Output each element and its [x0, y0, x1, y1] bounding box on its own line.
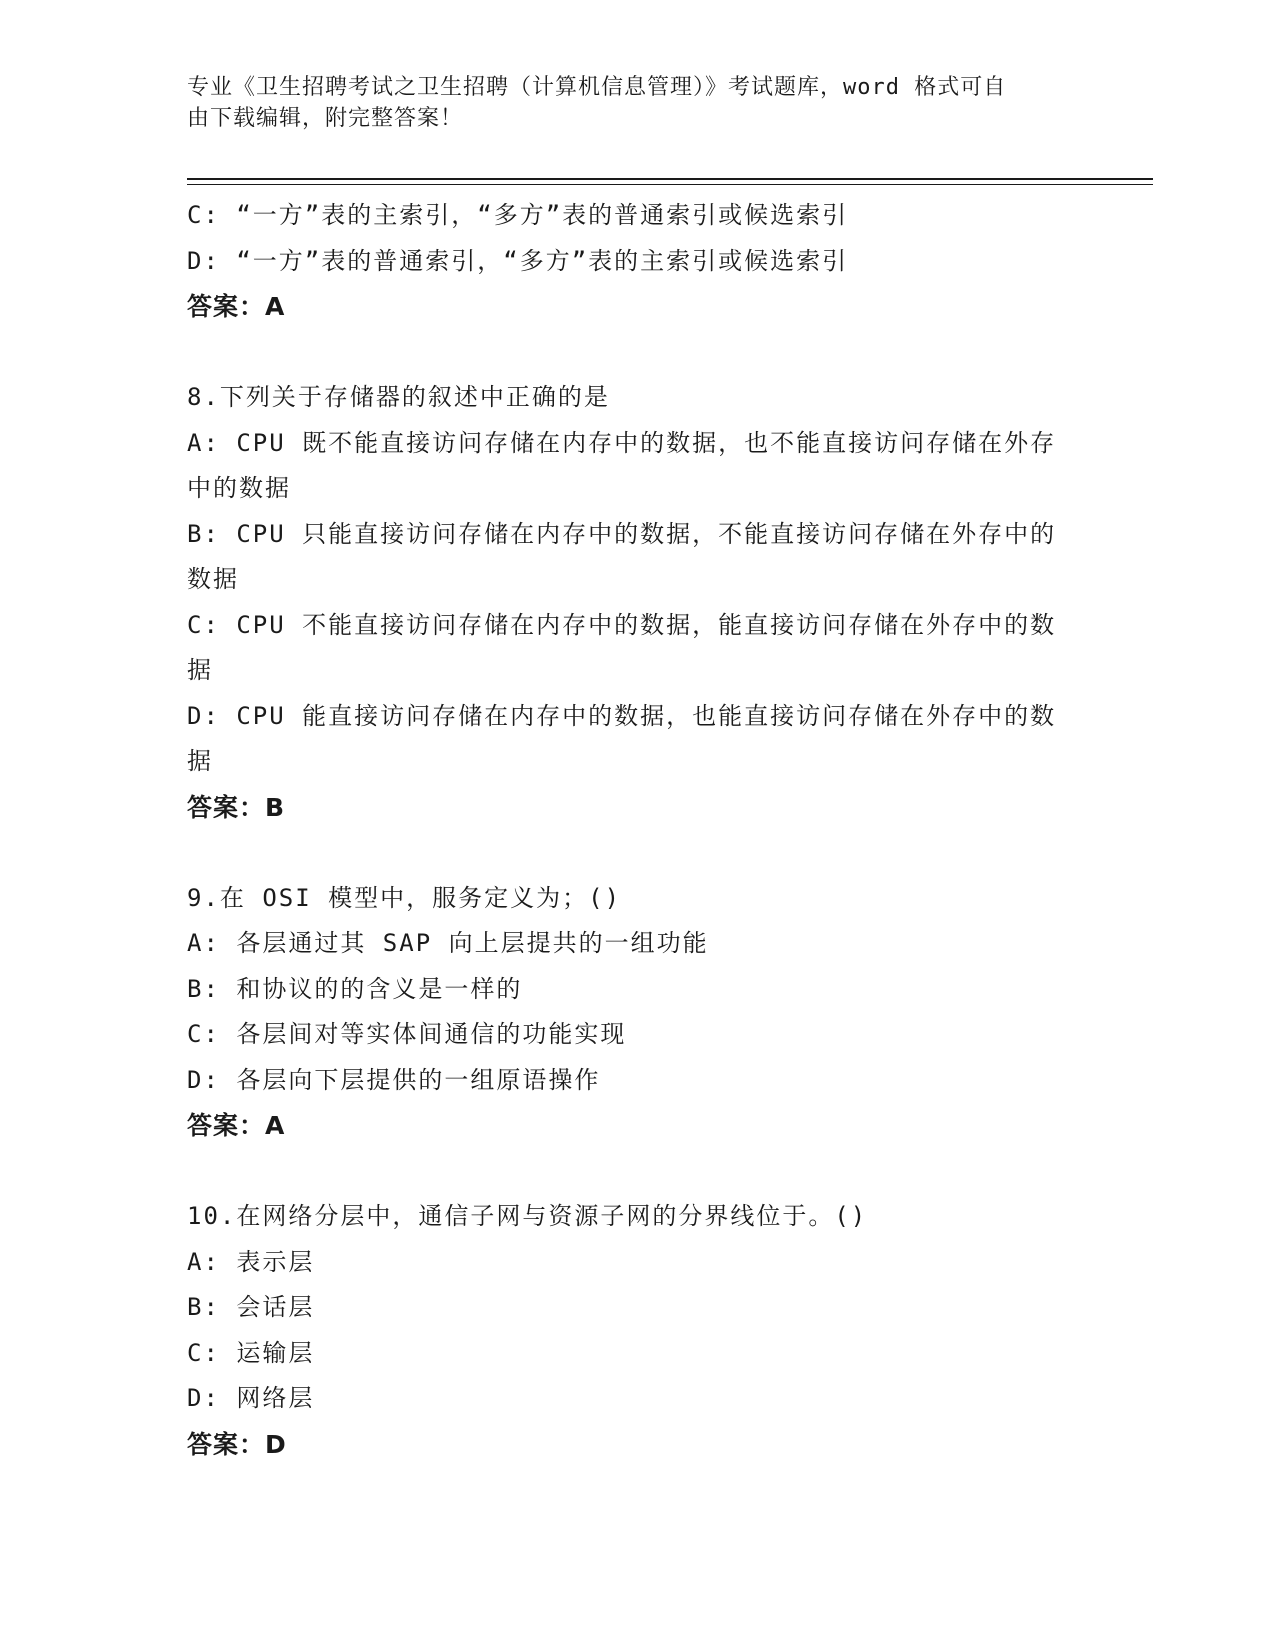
answer-line: 答案：B	[187, 792, 286, 822]
option-c: C: 运输层	[187, 1338, 315, 1367]
option-c: C: 各层间对等实体间通信的功能实现	[187, 1020, 627, 1048]
option-c: C: “一方”表的主索引，“多方”表的普通索引或候选索引	[187, 201, 849, 229]
question-10	[187, 1194, 1067, 1467]
question-stem: 9.在 OSI 模型中，服务定义为；()	[187, 883, 622, 912]
answer-line: 答案：A	[187, 1111, 286, 1140]
option-b: B: 会话层	[187, 1293, 315, 1321]
question-9	[187, 876, 1067, 1149]
option-d: D: CPU 能直接访问存储在内存中的数据，也能直接访问存储在外存中的数据	[187, 701, 1057, 775]
question-stem: 8.下列关于存储器的叙述中正确的是	[187, 383, 610, 411]
option-d: D: 各层向下层提供的一组原语操作	[187, 1065, 601, 1094]
answer-line: 答案：D	[187, 1429, 287, 1459]
option-b: B: 和协议的的含义是一样的	[187, 974, 523, 1003]
option-d: D: “一方”表的普通索引，“多方”表的主索引或候选索引	[187, 246, 849, 275]
option-a: A: 各层通过其 SAP 向上层提共的一组功能	[187, 929, 709, 957]
option-d: D: 网络层	[187, 1384, 315, 1412]
header-line-1: 专业《卫生招聘考试之卫生招聘（计算机信息管理）》考试题库，word 格式可自	[187, 75, 1007, 100]
document-header	[187, 72, 1067, 134]
option-b: B: CPU 只能直接访问存储在内存中的数据，不能直接访问存储在外存中的数据	[187, 519, 1057, 593]
option-a: A: 表示层	[187, 1247, 315, 1276]
header-divider-thin	[187, 184, 1153, 185]
spacer	[187, 1149, 1067, 1195]
spacer	[187, 330, 1067, 376]
spacer	[187, 830, 1067, 876]
header-divider-thick	[187, 178, 1153, 180]
header-line-2: 由下载编辑，附完整答案！	[187, 106, 464, 131]
question-stem: 10.在网络分层中，通信子网与资源子网的分界线位于。()	[187, 1202, 868, 1230]
option-c: C: CPU 不能直接访问存储在内存中的数据，能直接访问存储在外存中的数据	[187, 610, 1057, 684]
continued-question	[187, 193, 1067, 330]
option-a: A: CPU 既不能直接访问存储在内存中的数据，也不能直接访问存储在外存中的数据	[187, 428, 1057, 502]
question-content	[187, 193, 1067, 1467]
question-8	[187, 375, 1067, 830]
answer-line: 答案：A	[187, 292, 286, 321]
